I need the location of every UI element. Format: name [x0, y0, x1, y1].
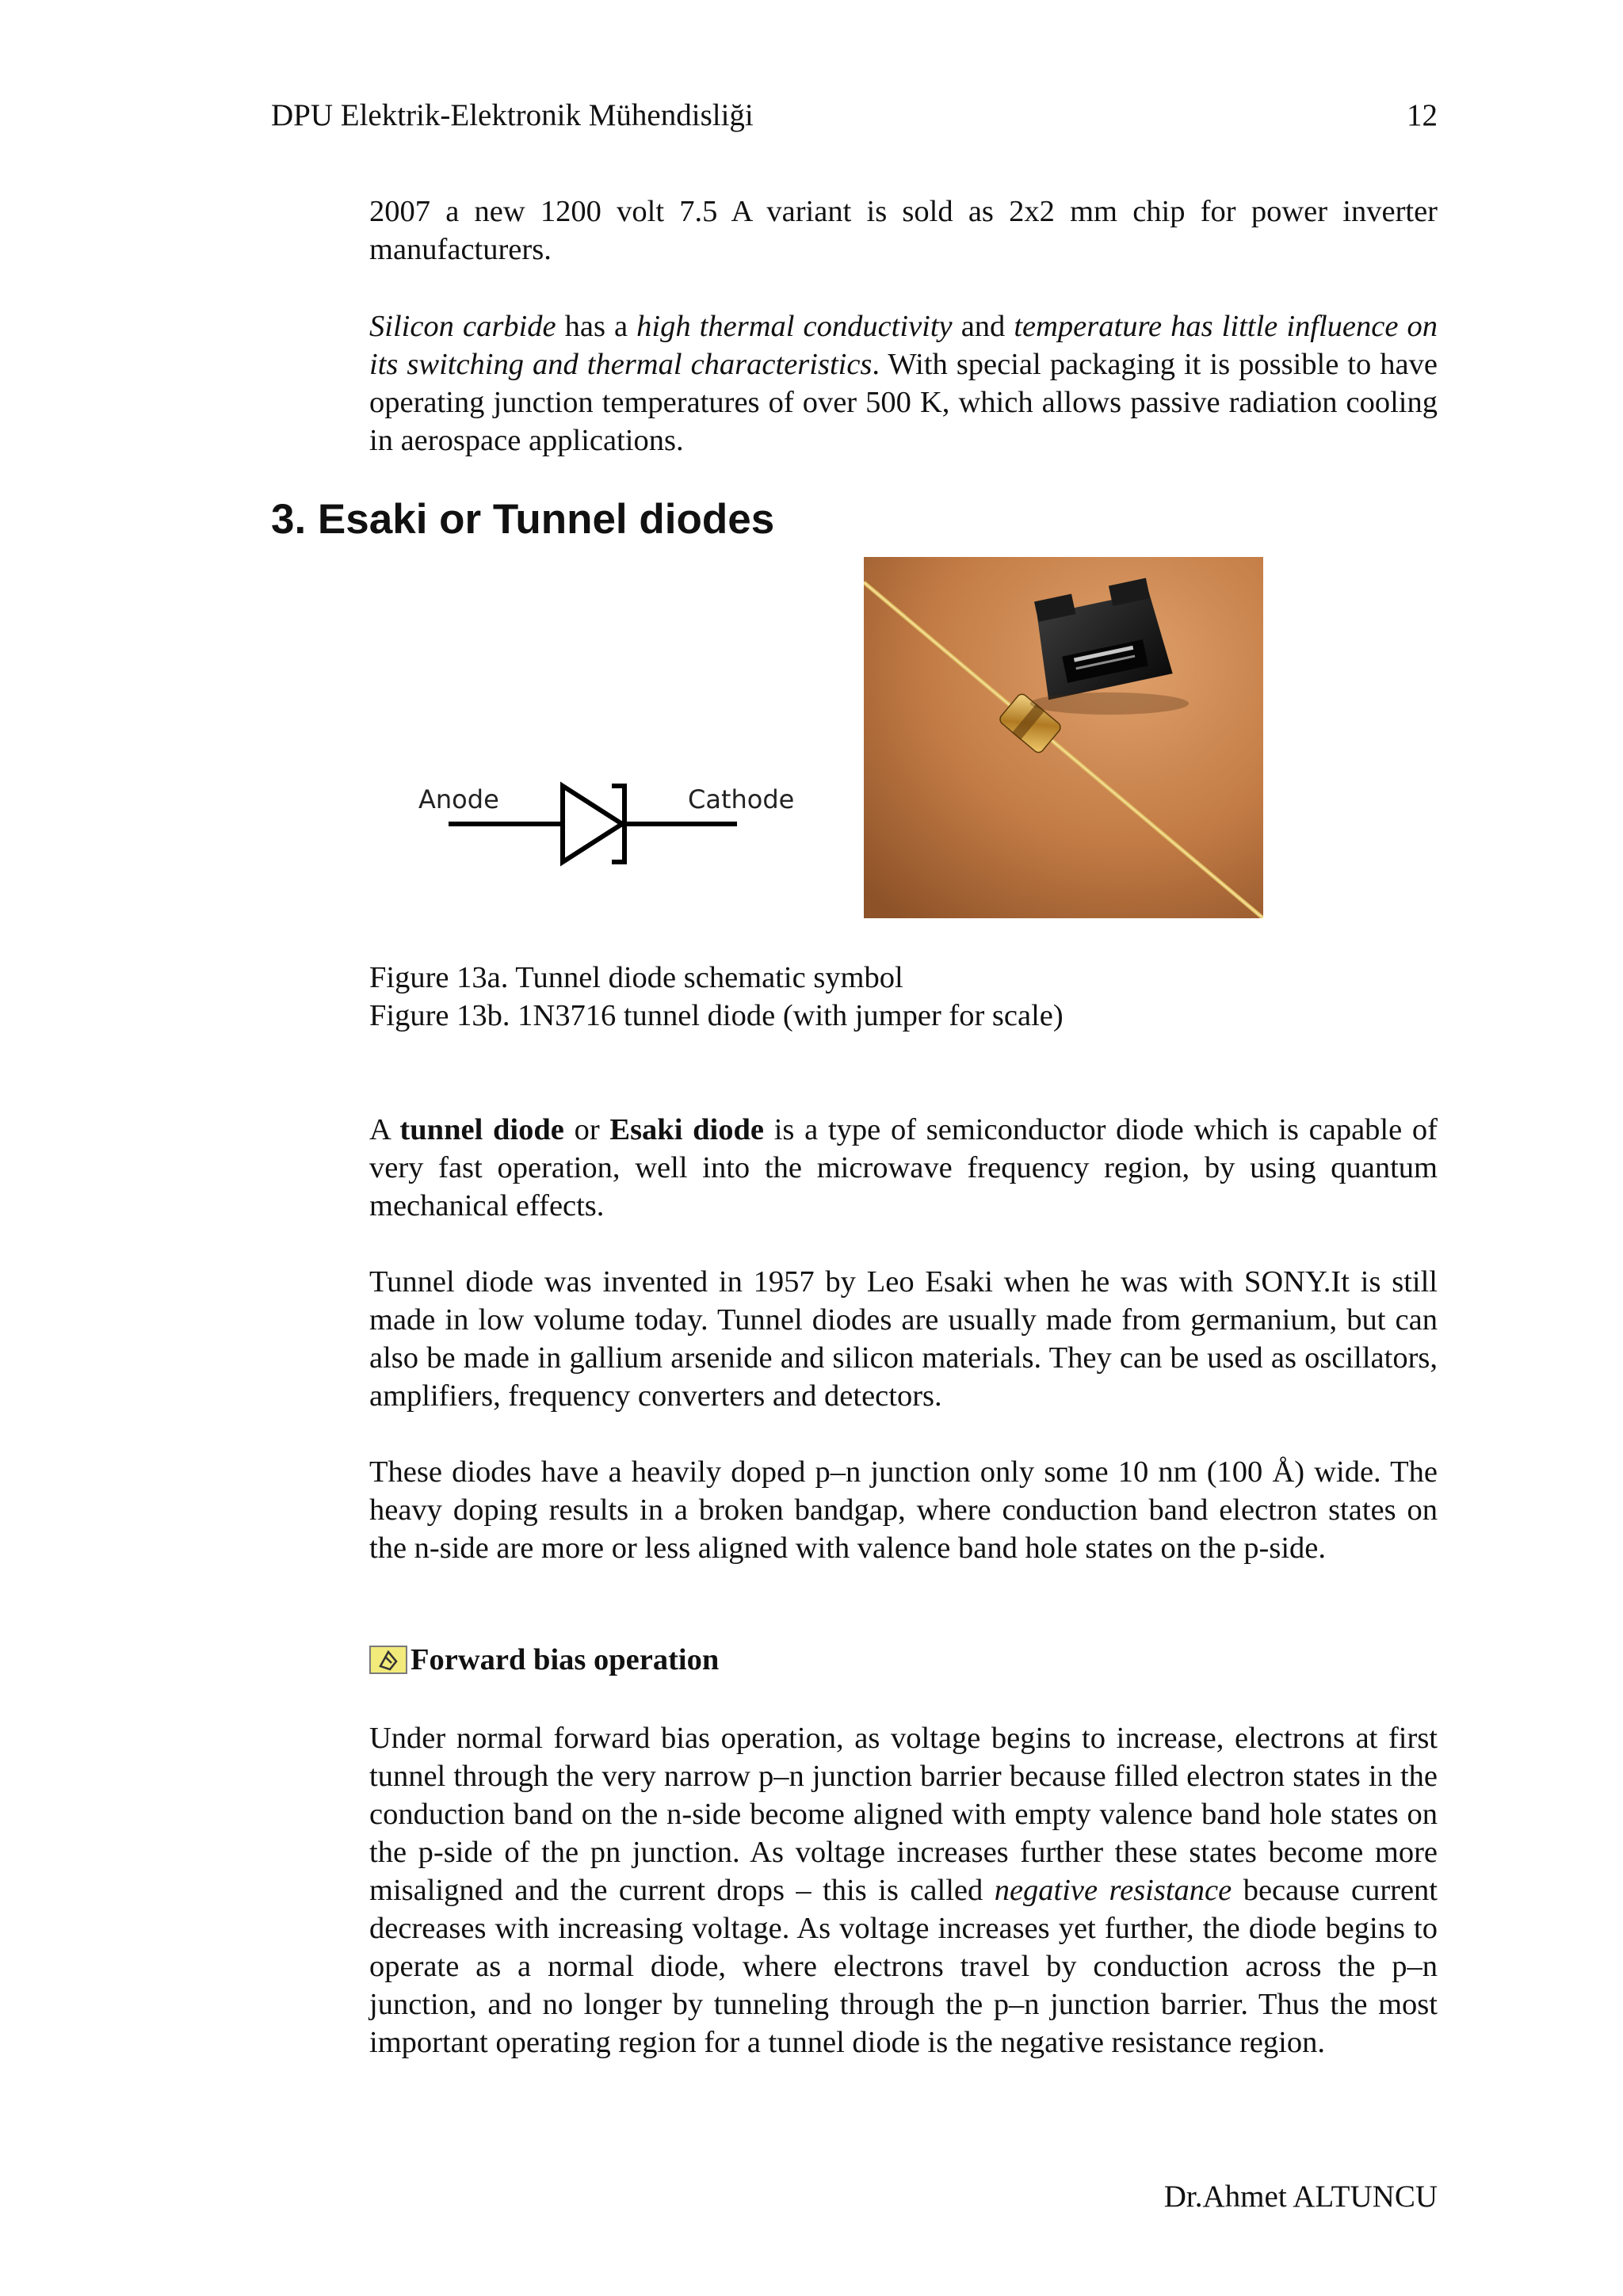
text-run: or — [563, 1113, 610, 1146]
text-run: Under normal forward bias operation, as voltage begins to increase, electrons at first tunnel through the very narrow p–n junction barrier because filled electron states in the conduction band on the n-side become aligned with empty valence band hole states on the p-side of the pn junction. As voltage increases further these states become more misaligned and the current drops – this is called — [369, 1722, 1438, 1907]
tunnel-diode-schematic — [412, 769, 808, 875]
paragraph-silicon-carbide — [369, 307, 1438, 460]
text-run: high thermal conductivity — [636, 310, 953, 343]
paragraph-forward-bias — [369, 1719, 1438, 2061]
text-run: temperature has little influence on its switching and thermal characteristics — [369, 310, 1438, 381]
paragraph-intro-text: 2007 a new 1200 volt 7.5 A variant is sold as 2x2 mm chip for power inverter manufacturers. — [369, 195, 1438, 266]
text-run: . With special packaging it is possible to have operating junction temperatures of over 500 K, which allows passive radiation cooling in aerospace applications. — [369, 348, 1438, 457]
anode-label: Anode — [418, 784, 499, 814]
subheading-forward-bias-label: Forward bias operation — [411, 1643, 720, 1676]
text-run: Silicon carbide — [369, 310, 556, 343]
hyperlink-anchor-icon[interactable] — [369, 1646, 407, 1674]
paragraph-silicon-carbide-text — [369, 307, 1438, 460]
text-run: negative resistance — [994, 1874, 1232, 1907]
tunnel-diode-photo — [864, 557, 1263, 918]
paragraph-tunnel-definition — [369, 1111, 1438, 1225]
paragraph-history-text: Tunnel diode was invented in 1957 by Leo Esaki when he was with SONY.It is still made in low volume today. Tunnel diodes are usually made from germanium, but can also be made in gallium arsenide and silicon materials. They can be used as oscillators, amplifiers, frequency converters and detectors. — [369, 1265, 1438, 1413]
paragraph-doping-text: These diodes have a heavily doped p–n junction only some 10 nm (100 Å) wide. The heavy doping results in a broken bandgap, where conduction band electron states on the n-side are more or less aligned with valence band hole states on the p-side. — [369, 1455, 1438, 1565]
footer-author: Dr.Ahmet ALTUNCU — [1163, 2180, 1438, 2214]
section-title: 3. Esaki or Tunnel diodes — [271, 496, 775, 543]
subheading-forward-bias — [369, 1641, 719, 1679]
text-run: A — [369, 1113, 400, 1146]
text-run: tunnel diode — [399, 1113, 564, 1146]
paragraph-forward-bias-text — [369, 1719, 1438, 2061]
paragraph-intro — [369, 193, 1438, 269]
text-run: Esaki diode — [609, 1113, 764, 1146]
header-institution: DPU Elektrik-Elektronik Mühendisliği — [271, 98, 754, 132]
paragraph-history — [369, 1263, 1438, 1415]
paragraph-doping — [369, 1453, 1438, 1567]
text-run: has a — [556, 310, 637, 343]
figure-captions — [369, 959, 1438, 1035]
paragraph-tunnel-definition-text — [369, 1111, 1438, 1225]
figure-13a-caption: Figure 13a. Tunnel diode schematic symbol — [369, 961, 903, 994]
text-run: is a type of semiconductor diode which is capable of very fast operation, well into the microwave frequency region, by using quantum mechanical effects. — [369, 1113, 1438, 1222]
diode-triangle — [563, 786, 622, 862]
text-run: and — [952, 310, 1014, 343]
header-page-number: 12 — [1407, 98, 1438, 132]
cathode-label: Cathode — [688, 784, 795, 814]
text-run: because current decreases with increasing voltage. As voltage increases yet further, the diode begins to operate as a normal diode, where electrons travel by conduction across the p–n junction, and no longer by tunneling through the p–n junction barrier. Thus the most important operating region for a tunnel diode is the negative resistance region. — [369, 1874, 1438, 2059]
figure-13b-caption: Figure 13b. 1N3716 tunnel diode (with jumper for scale) — [369, 999, 1064, 1032]
